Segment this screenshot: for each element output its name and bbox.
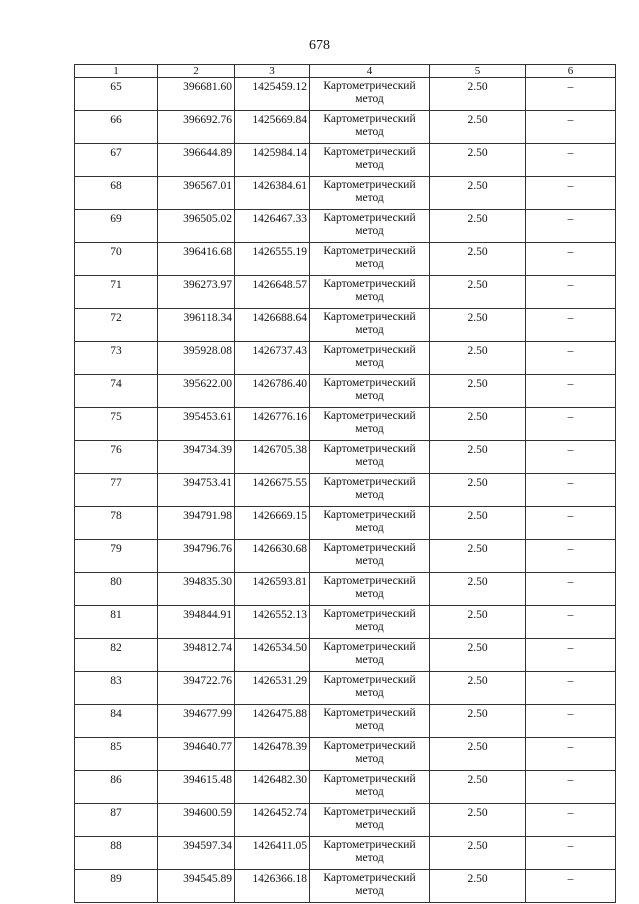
x-coordinate-cell: 396692.76 bbox=[158, 111, 235, 144]
table-row bbox=[75, 441, 616, 474]
table-row bbox=[75, 738, 616, 771]
method-cell: Картометрический метод bbox=[310, 111, 430, 144]
x-coordinate-cell: 394844.91 bbox=[158, 606, 235, 639]
method-cell: Картометрический метод bbox=[310, 408, 430, 441]
method-cell: Картометрический метод bbox=[310, 606, 430, 639]
method-cell: Картометрический метод bbox=[310, 837, 430, 870]
method-cell: Картометрический метод bbox=[310, 474, 430, 507]
table-row bbox=[75, 342, 616, 375]
column-header: 4 bbox=[310, 65, 430, 78]
y-coordinate-cell: 1426467.33 bbox=[235, 210, 310, 243]
x-coordinate-cell: 394835.30 bbox=[158, 573, 235, 606]
column-header: 2 bbox=[158, 65, 235, 78]
method-cell: Картометрический метод bbox=[310, 771, 430, 804]
column-header: 3 bbox=[235, 65, 310, 78]
point-number-cell: 76 bbox=[75, 441, 158, 474]
point-number-cell: 79 bbox=[75, 540, 158, 573]
y-coordinate-cell: 1426648.57 bbox=[235, 276, 310, 309]
point-number-cell: 88 bbox=[75, 837, 158, 870]
point-number-cell: 74 bbox=[75, 375, 158, 408]
note-cell: – bbox=[526, 441, 616, 474]
y-coordinate-cell: 1426478.39 bbox=[235, 738, 310, 771]
note-cell: – bbox=[526, 474, 616, 507]
x-coordinate-cell: 396567.01 bbox=[158, 177, 235, 210]
x-coordinate-cell: 394600.59 bbox=[158, 804, 235, 837]
x-coordinate-cell: 396644.89 bbox=[158, 144, 235, 177]
y-coordinate-cell: 1425669.84 bbox=[235, 111, 310, 144]
y-coordinate-cell: 1426669.15 bbox=[235, 507, 310, 540]
point-number-cell: 78 bbox=[75, 507, 158, 540]
method-cell: Картометрический метод bbox=[310, 441, 430, 474]
method-cell: Картометрический метод bbox=[310, 177, 430, 210]
precision-cell: 2.50 bbox=[430, 837, 526, 870]
precision-cell: 2.50 bbox=[430, 441, 526, 474]
table-row bbox=[75, 573, 616, 606]
point-number-cell: 75 bbox=[75, 408, 158, 441]
y-coordinate-cell: 1426593.81 bbox=[235, 573, 310, 606]
point-number-cell: 81 bbox=[75, 606, 158, 639]
table-row bbox=[75, 309, 616, 342]
precision-cell: 2.50 bbox=[430, 243, 526, 276]
note-cell: – bbox=[526, 639, 616, 672]
note-cell: – bbox=[526, 705, 616, 738]
precision-cell: 2.50 bbox=[430, 606, 526, 639]
point-number-cell: 73 bbox=[75, 342, 158, 375]
x-coordinate-cell: 395928.08 bbox=[158, 342, 235, 375]
y-coordinate-cell: 1426630.68 bbox=[235, 540, 310, 573]
x-coordinate-cell: 394597.34 bbox=[158, 837, 235, 870]
table-row bbox=[75, 705, 616, 738]
note-cell: – bbox=[526, 210, 616, 243]
method-cell: Картометрический метод bbox=[310, 78, 430, 111]
x-coordinate-cell: 394615.48 bbox=[158, 771, 235, 804]
y-coordinate-cell: 1426452.74 bbox=[235, 804, 310, 837]
precision-cell: 2.50 bbox=[430, 78, 526, 111]
y-coordinate-cell: 1426366.18 bbox=[235, 870, 310, 903]
point-number-cell: 65 bbox=[75, 78, 158, 111]
y-coordinate-cell: 1426675.55 bbox=[235, 474, 310, 507]
method-cell: Картометрический метод bbox=[310, 738, 430, 771]
point-number-cell: 80 bbox=[75, 573, 158, 606]
table-row bbox=[75, 243, 616, 276]
method-cell: Картометрический метод bbox=[310, 672, 430, 705]
precision-cell: 2.50 bbox=[430, 507, 526, 540]
note-cell: – bbox=[526, 111, 616, 144]
precision-cell: 2.50 bbox=[430, 540, 526, 573]
x-coordinate-cell: 394791.98 bbox=[158, 507, 235, 540]
precision-cell: 2.50 bbox=[430, 771, 526, 804]
point-number-cell: 69 bbox=[75, 210, 158, 243]
precision-cell: 2.50 bbox=[430, 144, 526, 177]
x-coordinate-cell: 394677.99 bbox=[158, 705, 235, 738]
method-cell: Картометрический метод bbox=[310, 375, 430, 408]
y-coordinate-cell: 1426482.30 bbox=[235, 771, 310, 804]
table-row bbox=[75, 870, 616, 903]
precision-cell: 2.50 bbox=[430, 276, 526, 309]
method-cell: Картометрический метод bbox=[310, 276, 430, 309]
note-cell: – bbox=[526, 342, 616, 375]
y-coordinate-cell: 1426384.61 bbox=[235, 177, 310, 210]
table-row bbox=[75, 408, 616, 441]
note-cell: – bbox=[526, 606, 616, 639]
precision-cell: 2.50 bbox=[430, 804, 526, 837]
x-coordinate-cell: 394545.89 bbox=[158, 870, 235, 903]
precision-cell: 2.50 bbox=[430, 342, 526, 375]
y-coordinate-cell: 1426776.16 bbox=[235, 408, 310, 441]
y-coordinate-cell: 1426411.05 bbox=[235, 837, 310, 870]
precision-cell: 2.50 bbox=[430, 375, 526, 408]
method-cell: Картометрический метод bbox=[310, 243, 430, 276]
x-coordinate-cell: 396118.34 bbox=[158, 309, 235, 342]
y-coordinate-cell: 1425459.12 bbox=[235, 78, 310, 111]
note-cell: – bbox=[526, 738, 616, 771]
note-cell: – bbox=[526, 672, 616, 705]
x-coordinate-cell: 394812.74 bbox=[158, 639, 235, 672]
table-row bbox=[75, 507, 616, 540]
table-row bbox=[75, 375, 616, 408]
table-row bbox=[75, 837, 616, 870]
method-cell: Картометрический метод bbox=[310, 540, 430, 573]
point-number-cell: 84 bbox=[75, 705, 158, 738]
column-header: 5 bbox=[430, 65, 526, 78]
coordinates-table bbox=[74, 64, 616, 903]
method-cell: Картометрический метод bbox=[310, 144, 430, 177]
method-cell: Картометрический метод bbox=[310, 639, 430, 672]
x-coordinate-cell: 396505.02 bbox=[158, 210, 235, 243]
note-cell: – bbox=[526, 177, 616, 210]
note-cell: – bbox=[526, 375, 616, 408]
note-cell: – bbox=[526, 144, 616, 177]
x-coordinate-cell: 396681.60 bbox=[158, 78, 235, 111]
column-number-row bbox=[75, 65, 616, 78]
x-coordinate-cell: 394753.41 bbox=[158, 474, 235, 507]
point-number-cell: 83 bbox=[75, 672, 158, 705]
table-row bbox=[75, 804, 616, 837]
table-row bbox=[75, 639, 616, 672]
point-number-cell: 85 bbox=[75, 738, 158, 771]
table-row bbox=[75, 474, 616, 507]
table-row bbox=[75, 540, 616, 573]
precision-cell: 2.50 bbox=[430, 639, 526, 672]
column-header: 1 bbox=[75, 65, 158, 78]
note-cell: – bbox=[526, 507, 616, 540]
x-coordinate-cell: 394722.76 bbox=[158, 672, 235, 705]
method-cell: Картометрический метод bbox=[310, 309, 430, 342]
table-row bbox=[75, 177, 616, 210]
y-coordinate-cell: 1426555.19 bbox=[235, 243, 310, 276]
precision-cell: 2.50 bbox=[430, 705, 526, 738]
note-cell: – bbox=[526, 573, 616, 606]
note-cell: – bbox=[526, 408, 616, 441]
note-cell: – bbox=[526, 837, 616, 870]
x-coordinate-cell: 394796.76 bbox=[158, 540, 235, 573]
point-number-cell: 89 bbox=[75, 870, 158, 903]
table-row bbox=[75, 771, 616, 804]
precision-cell: 2.50 bbox=[430, 177, 526, 210]
x-coordinate-cell: 396273.97 bbox=[158, 276, 235, 309]
y-coordinate-cell: 1425984.14 bbox=[235, 144, 310, 177]
note-cell: – bbox=[526, 804, 616, 837]
y-coordinate-cell: 1426552.13 bbox=[235, 606, 310, 639]
x-coordinate-cell: 395622.00 bbox=[158, 375, 235, 408]
precision-cell: 2.50 bbox=[430, 738, 526, 771]
note-cell: – bbox=[526, 540, 616, 573]
table-row bbox=[75, 210, 616, 243]
method-cell: Картометрический метод bbox=[310, 210, 430, 243]
column-header: 6 bbox=[526, 65, 616, 78]
method-cell: Картометрический метод bbox=[310, 507, 430, 540]
precision-cell: 2.50 bbox=[430, 573, 526, 606]
y-coordinate-cell: 1426737.43 bbox=[235, 342, 310, 375]
point-number-cell: 67 bbox=[75, 144, 158, 177]
table-row bbox=[75, 606, 616, 639]
precision-cell: 2.50 bbox=[430, 210, 526, 243]
point-number-cell: 77 bbox=[75, 474, 158, 507]
point-number-cell: 70 bbox=[75, 243, 158, 276]
method-cell: Картометрический метод bbox=[310, 705, 430, 738]
note-cell: – bbox=[526, 870, 616, 903]
point-number-cell: 82 bbox=[75, 639, 158, 672]
precision-cell: 2.50 bbox=[430, 309, 526, 342]
x-coordinate-cell: 394640.77 bbox=[158, 738, 235, 771]
method-cell: Картометрический метод bbox=[310, 804, 430, 837]
point-number-cell: 87 bbox=[75, 804, 158, 837]
note-cell: – bbox=[526, 309, 616, 342]
precision-cell: 2.50 bbox=[430, 474, 526, 507]
precision-cell: 2.50 bbox=[430, 408, 526, 441]
x-coordinate-cell: 395453.61 bbox=[158, 408, 235, 441]
table-row bbox=[75, 78, 616, 111]
note-cell: – bbox=[526, 771, 616, 804]
point-number-cell: 72 bbox=[75, 309, 158, 342]
precision-cell: 2.50 bbox=[430, 870, 526, 903]
point-number-cell: 66 bbox=[75, 111, 158, 144]
point-number-cell: 86 bbox=[75, 771, 158, 804]
y-coordinate-cell: 1426531.29 bbox=[235, 672, 310, 705]
table-row bbox=[75, 276, 616, 309]
note-cell: – bbox=[526, 276, 616, 309]
table-row bbox=[75, 672, 616, 705]
y-coordinate-cell: 1426475.88 bbox=[235, 705, 310, 738]
x-coordinate-cell: 394734.39 bbox=[158, 441, 235, 474]
precision-cell: 2.50 bbox=[430, 672, 526, 705]
point-number-cell: 68 bbox=[75, 177, 158, 210]
table-row bbox=[75, 144, 616, 177]
y-coordinate-cell: 1426705.38 bbox=[235, 441, 310, 474]
y-coordinate-cell: 1426786.40 bbox=[235, 375, 310, 408]
x-coordinate-cell: 396416.68 bbox=[158, 243, 235, 276]
note-cell: – bbox=[526, 243, 616, 276]
point-number-cell: 71 bbox=[75, 276, 158, 309]
page-number: 678 bbox=[309, 38, 330, 53]
method-cell: Картометрический метод bbox=[310, 342, 430, 375]
table-row bbox=[75, 111, 616, 144]
method-cell: Картометрический метод bbox=[310, 870, 430, 903]
y-coordinate-cell: 1426534.50 bbox=[235, 639, 310, 672]
y-coordinate-cell: 1426688.64 bbox=[235, 309, 310, 342]
precision-cell: 2.50 bbox=[430, 111, 526, 144]
note-cell: – bbox=[526, 78, 616, 111]
method-cell: Картометрический метод bbox=[310, 573, 430, 606]
